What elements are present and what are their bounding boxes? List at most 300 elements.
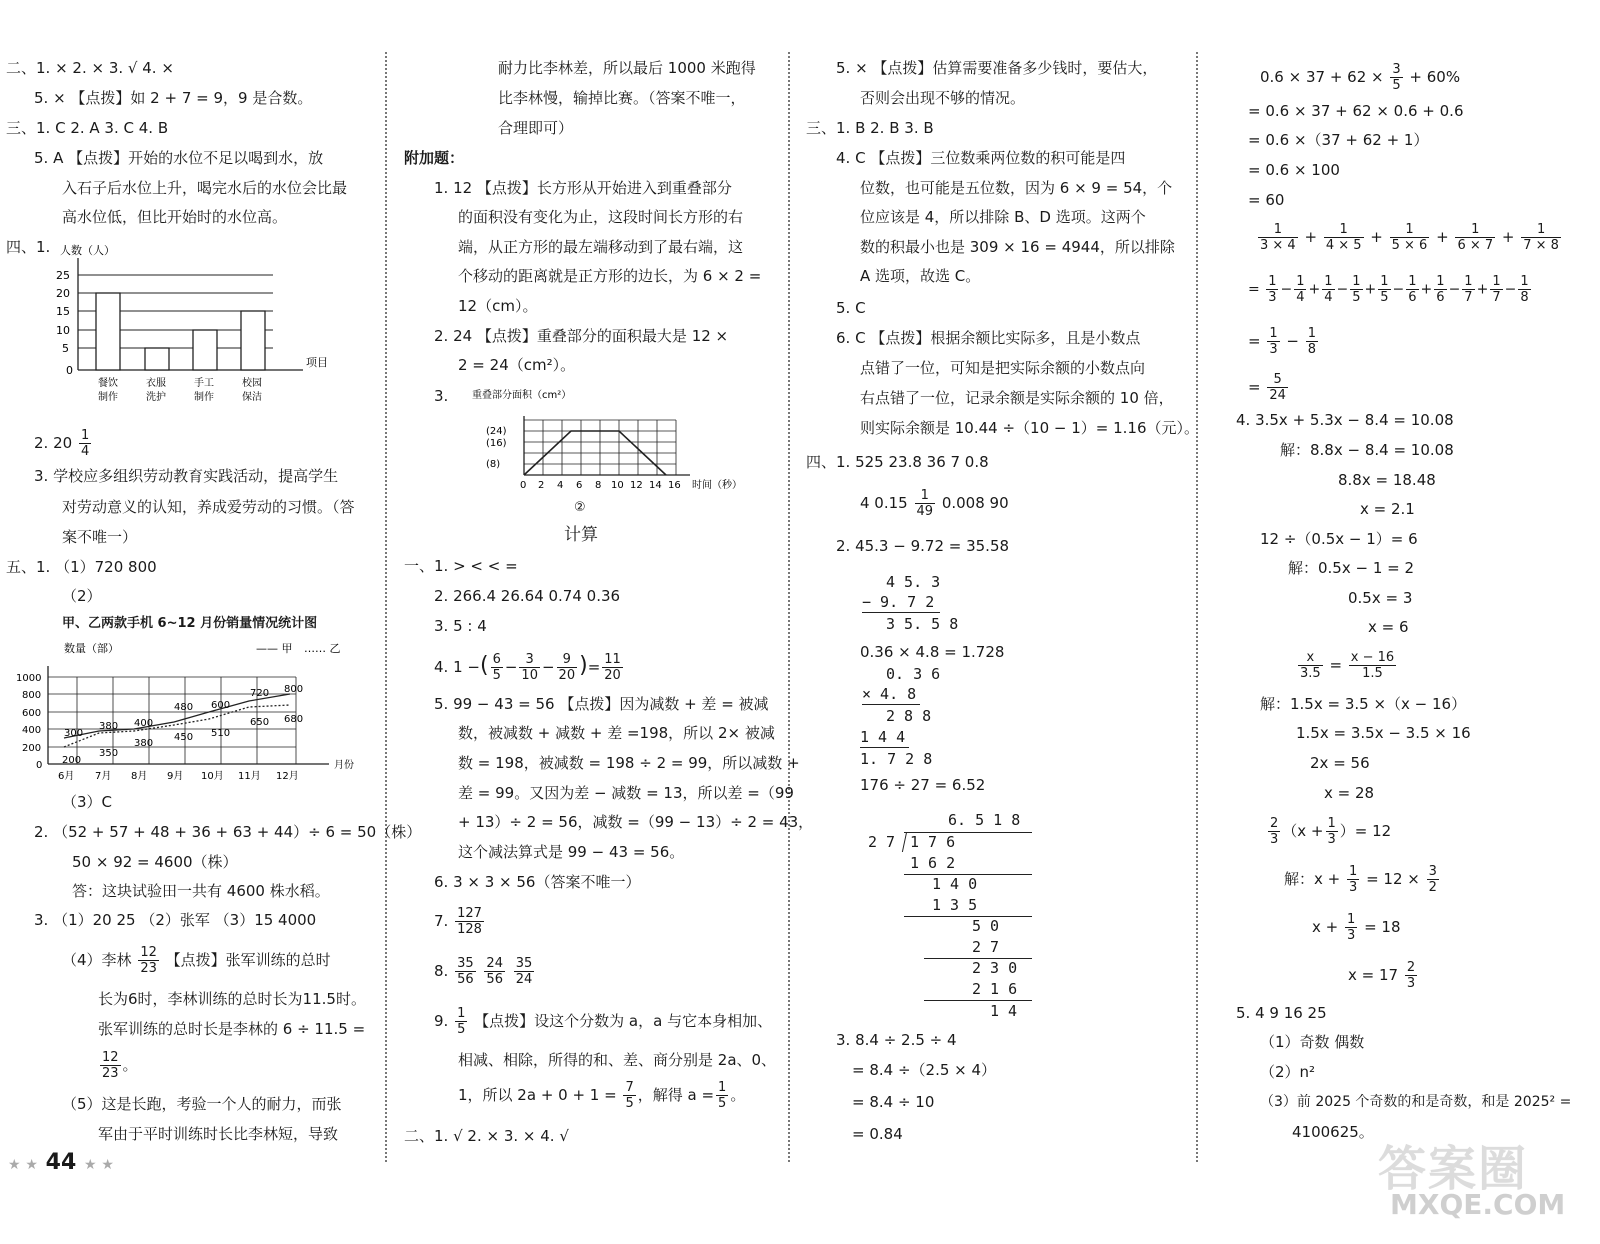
y-tick: 20 <box>56 287 70 300</box>
numerator: 1 <box>1324 274 1333 289</box>
denominator: 56 <box>457 972 474 987</box>
answer-text: x = 17 <box>1348 966 1399 984</box>
vertical-calc-row: 4 5. 3 <box>886 573 941 591</box>
point-label-b: 350 <box>99 748 119 759</box>
point-label-b: 450 <box>174 732 194 743</box>
y-tick: 15 <box>56 305 70 318</box>
y-tick: 0 <box>36 760 43 771</box>
answer-text: = 12 × <box>1366 870 1420 888</box>
star-icon: ★ ★ <box>83 1157 114 1173</box>
denominator: 24 <box>515 972 533 987</box>
category-label: 衣服 <box>146 378 166 389</box>
column-1 <box>0 0 422 1170</box>
answer-line: = 60 <box>1248 191 1285 209</box>
answer-line: 4. 3.5x + 5.3x − 8.4 = 10.08 <box>1236 411 1454 429</box>
denominator: 2 <box>1428 880 1437 895</box>
fraction <box>455 906 484 937</box>
star-icon: ★ ★ <box>8 1157 38 1173</box>
denominator: 4 <box>1296 290 1305 305</box>
y-tick: 200 <box>22 743 42 754</box>
column-3 <box>800 0 1200 1170</box>
x-tick: 6月 <box>58 771 75 782</box>
category-label: 制作 <box>98 392 118 403</box>
x-tick: 8月 <box>131 771 148 782</box>
numerator: 1 <box>1492 274 1501 289</box>
chart-y-label: 数量（部） <box>64 642 119 655</box>
x-tick: 4 <box>557 480 564 491</box>
numerator: 3 <box>1392 62 1401 77</box>
category-label: 手工 <box>194 378 214 389</box>
numerator: 3 <box>519 652 540 668</box>
vertical-calc-row: − 9. 7 2 <box>862 592 940 613</box>
bar <box>96 293 120 370</box>
answer-text: 4 0.15 <box>860 494 908 512</box>
answer-line: = 0.6 ×（37 + 62 + 1） <box>1248 131 1429 149</box>
vertical-calc-row: × 4. 8 <box>862 684 920 705</box>
answer-line: 5. × 【点拨】如 2 + 7 = 9，9 是合数。 <box>34 89 313 107</box>
fraction <box>1326 816 1338 847</box>
division-dividend: 1 7 6 <box>910 833 956 851</box>
fraction <box>1345 912 1357 943</box>
denominator: 5 <box>457 1022 466 1037</box>
answer-line: 耐力比李林差，所以最后 1000 米跑得 <box>498 59 756 77</box>
answer-text: 8. <box>434 962 449 980</box>
denominator: 3 <box>1347 928 1356 943</box>
answer-line: 五、1. （1）720 800 <box>6 558 157 576</box>
answer-line: 3. 5 : 4 <box>434 617 487 635</box>
answer-line: 一、1. > < < = <box>404 557 518 575</box>
denominator: 24 <box>1269 388 1286 403</box>
numerator: 1 <box>1327 816 1336 831</box>
answer-line: 右点错了一位，记录余额是实际余额的 10 倍， <box>860 389 1174 407</box>
denominator: 3 <box>1268 290 1277 305</box>
answer-line: 则实际余额是 10.44 ÷（10 − 1）= 1.16（元）。 <box>860 419 1200 437</box>
denominator: 5 × 6 <box>1391 238 1428 253</box>
fraction <box>1306 326 1318 357</box>
answer-line: 点错了一位，可知是把实际余额的小数点向 <box>860 359 1146 377</box>
division-row: 2 7 <box>972 938 1000 956</box>
division-divisor: 2 7 <box>868 833 896 851</box>
point-label-a: 800 <box>284 684 304 695</box>
fraction <box>623 1080 635 1111</box>
denominator: 3.5 <box>1300 666 1321 681</box>
answer-line <box>860 488 1009 519</box>
answer-line: 合理即可） <box>498 119 574 137</box>
answer-line: 1.5x = 3.5x − 3.5 × 16 <box>1296 724 1471 742</box>
bar <box>145 348 169 370</box>
y-tick: (24) <box>486 426 507 437</box>
division-row: 5 0 <box>972 917 1000 935</box>
answer-line: 2. 24 【点拨】重叠部分的面积最大是 12 × <box>434 327 729 345</box>
numerator: 35 <box>457 956 474 971</box>
denominator: 5 <box>718 1096 727 1111</box>
section-heading: 附加题： <box>404 149 465 167</box>
y-tick: 25 <box>56 269 70 282</box>
answer-line: 数的积最小也是 309 × 16 = 4944，所以排除 <box>860 238 1175 256</box>
category-label: 洗护 <box>146 392 166 403</box>
answer-line: （2）n² <box>1260 1063 1316 1081</box>
numerator: 1 <box>1408 274 1417 289</box>
denominator: 8 <box>1307 342 1317 357</box>
fraction <box>1518 274 1530 305</box>
answer-line <box>434 956 536 987</box>
answer-text: 【点拨】设这个分数为 a，a 与它本身相加、 <box>474 1012 773 1030</box>
denominator: 5 <box>1392 78 1401 93</box>
y-tick: (8) <box>486 459 501 470</box>
numerator: 1 <box>1380 274 1389 289</box>
answer-text: 。 <box>730 1086 746 1104</box>
denominator: 3 <box>1406 976 1416 991</box>
x-tick: 10 <box>611 480 624 491</box>
answer-line: 12 ÷（0.5x − 1）= 6 <box>1260 530 1418 548</box>
x-tick: 11月 <box>238 771 261 782</box>
fraction <box>1390 222 1430 253</box>
fraction <box>1434 274 1446 305</box>
numerator: 1 <box>1347 912 1356 927</box>
fraction <box>455 956 476 987</box>
answer-line: （5）这是长跑，考验一个人的耐力，而张 <box>62 1095 342 1113</box>
fraction <box>1378 274 1390 305</box>
chart-title: 甲、乙两款手机 6~12 月份销量情况统计图 <box>62 616 318 631</box>
denominator: 3 <box>1270 832 1279 847</box>
numerator: 1 <box>1258 222 1298 238</box>
answer-line: 答：这块试验田一共有 4600 株水稻。 <box>72 882 330 900</box>
answer-line: 否则会出现不够的情况。 <box>860 89 1026 107</box>
chart-y-label: 重叠部分面积（cm²） <box>472 390 572 401</box>
answer-line: 3. <box>434 387 449 405</box>
overlap-area-chart <box>472 386 752 498</box>
fraction <box>484 956 505 987</box>
fraction <box>1462 274 1474 305</box>
answer-text: 4. 1 − <box>434 658 480 676</box>
numerator: 1 <box>718 1080 727 1095</box>
y-tick: 10 <box>56 324 70 337</box>
fraction <box>602 652 623 683</box>
answer-line: 案不唯一） <box>62 528 138 546</box>
denominator: 10 <box>521 668 538 683</box>
numerator: 1 <box>1455 222 1495 238</box>
denominator: 6 × 7 <box>1457 238 1494 253</box>
answer-line <box>1348 960 1419 991</box>
fraction <box>557 652 578 683</box>
denominator: 3 × 4 <box>1260 238 1296 253</box>
fraction <box>514 956 535 987</box>
fraction <box>1427 864 1439 895</box>
x-tick: 14 <box>649 480 662 491</box>
fraction <box>79 428 91 459</box>
division-row: 2 3 0 <box>972 959 1018 977</box>
denominator: 7 <box>1464 290 1473 305</box>
numerator: 1 <box>1324 222 1364 238</box>
answer-line: 5. C <box>836 299 866 317</box>
answer-line: 三、1. C 2. A 3. C 4. B <box>6 119 169 137</box>
fraction <box>1455 222 1495 253</box>
point-label-a: 300 <box>64 728 84 739</box>
answer-line: = 0.6 × 100 <box>1248 161 1340 179</box>
answer-line: = 8.4 ÷（2.5 × 4） <box>852 1061 997 1079</box>
division-row: 2 1 6 <box>972 980 1018 998</box>
answer-line: 3. 学校应多组织劳动教育实践活动，提高学生 <box>34 467 339 485</box>
answer-text: 1，所以 2a + 0 + 1 = <box>458 1086 617 1104</box>
fraction <box>491 652 503 683</box>
numerator: 1 <box>1349 864 1358 879</box>
bar-chart-activity <box>48 240 348 415</box>
fraction-diff-line: = $\frac{1}{3}$ − $\frac{1}{4}$ + $\frac{1}{4}$ − $\frac{1}{5}$ + $\frac{1}{5}$ − $\frac{1}{6}$ + $\frac{1}{6}$ − $\frac{1}{7}$ + $\frac{1}{7}$ − $\frac{1}{8}$ <box>1248 274 1529 305</box>
answer-line: 端，从正方形的最左端移动到了最右端，这 <box>458 238 744 256</box>
fraction <box>1349 650 1396 681</box>
point-label-a: 720 <box>250 688 270 699</box>
answer-line: 4100625。 <box>1292 1123 1374 1141</box>
fraction <box>1258 222 1298 253</box>
answer-line: 数，被减数 + 减数 + 差 =198，所以 2× 被减 <box>458 724 775 742</box>
bar <box>193 330 217 370</box>
numerator: 1 <box>1269 326 1278 341</box>
watermark-url: MXQE.COM <box>1390 1188 1566 1221</box>
numerator: 1 <box>80 428 90 443</box>
page-number <box>8 1150 114 1175</box>
answer-line: 解：8.8x − 8.4 = 10.08 <box>1280 441 1454 459</box>
answer-line <box>434 906 486 937</box>
answer-line <box>1312 912 1401 943</box>
answer-line <box>1266 816 1391 847</box>
x-tick: 8 <box>595 480 602 491</box>
denominator: 5 <box>492 668 501 683</box>
answer-line: 的面积没有变化为止，这段时间长方形的右 <box>458 208 744 226</box>
answer-line: x = 6 <box>1368 618 1409 636</box>
answer-line: 对劳动意义的认知，养成爱劳动的习惯。（答 <box>62 498 355 516</box>
numerator: x <box>1298 650 1323 666</box>
numerator: 12 <box>102 1050 119 1065</box>
answer-line: 解：0.5x − 1 = 2 <box>1288 559 1415 577</box>
answer-line: 相减、相除，所得的和、差、商分别是 2a、0、 <box>458 1051 777 1069</box>
answer-line: 长为6时，李林训练的总时长为11.5时。 <box>98 990 366 1008</box>
fraction <box>1266 274 1278 305</box>
answer-line: 6. C 【点拨】根据余额比实际多，且是小数点 <box>836 329 1141 347</box>
answer-line: 5. 99 − 43 = 56 【点拨】因为减数 + 差 = 被减 <box>434 695 769 713</box>
answer-text: ）= 12 <box>1339 822 1392 840</box>
x-tick: 16 <box>668 480 681 491</box>
numerator: 1 <box>1520 274 1529 289</box>
column-divider <box>1196 52 1198 1162</box>
fraction-sum-line: $\frac{1}{3 \times 4}$ + $\frac{1}{4 \times 5}$ + $\frac{1}{5 \times 6}$ + $\frac{1}{6 \times 7}$ + $\frac{1}{7 \times 8}$ <box>1260 222 1559 253</box>
answer-line <box>458 1080 745 1111</box>
fraction <box>1521 222 1561 253</box>
fraction <box>1298 650 1323 681</box>
point-label-b: 200 <box>62 755 82 766</box>
point-label-b: 650 <box>250 717 270 728</box>
fraction <box>1294 274 1306 305</box>
answer-line: 176 ÷ 27 = 6.52 <box>860 776 986 794</box>
answer-line: 个移动的距离就是正方形的边长，为 6 × 2 = <box>458 267 762 285</box>
answer-line: = 8.4 ÷ 10 <box>852 1093 935 1111</box>
fraction <box>100 1050 121 1081</box>
answer-text: 9. <box>434 1012 449 1030</box>
numerator: 127 <box>457 906 482 921</box>
answer-line: 2 = 24（cm²）。 <box>458 356 576 374</box>
fraction <box>1267 326 1279 357</box>
y-tick: 600 <box>22 708 42 719</box>
denominator: 6 <box>1408 290 1417 305</box>
answer-text: 0.008 90 <box>941 494 1009 512</box>
numerator: 1 <box>1521 222 1561 238</box>
answer-line: 2. 45.3 − 9.72 = 35.58 <box>836 537 1010 555</box>
category-label: 校园 <box>242 378 262 389</box>
point-label-a: 400 <box>134 718 154 729</box>
answer-text: 【点拨】张军训练的总时 <box>165 951 331 969</box>
division-quotient: 6. 5 1 8 <box>948 811 1021 829</box>
fraction <box>1406 274 1418 305</box>
denominator: 5 <box>625 1096 634 1111</box>
answer-line: 2. （52 + 57 + 48 + 36 + 63 + 44）÷ 6 = 50（株） <box>34 823 422 841</box>
answer-text: 0.6 × 37 + 62 × <box>1260 68 1384 86</box>
x-tick: 0 <box>520 480 527 491</box>
answer-line: 0.36 × 4.8 = 1.728 <box>860 643 1005 661</box>
answer-line: （3）前 2025 个奇数的和是奇数，和是 2025² = <box>1260 1094 1572 1110</box>
answer-text: = 18 <box>1364 918 1401 936</box>
vertical-calc-row: 1. 7 2 8 <box>860 750 933 768</box>
answer-line: + 13）÷ 2 = 56，减数 =（99 − 13）÷ 2 = 43， <box>458 813 814 831</box>
numerator: 1 <box>1307 326 1317 341</box>
y-tick: 800 <box>22 690 42 701</box>
answer-line: 入石子后水位上升，喝完水后的水位会比最 <box>62 179 348 197</box>
answer-line: 解：1.5x = 3.5 ×（x − 16） <box>1260 695 1467 713</box>
vertical-calc-row: 1 4 4 <box>860 727 909 748</box>
answer-line <box>62 945 331 976</box>
answer-line: A 选项，故选 C。 <box>860 267 981 285</box>
chart-y-label: 人数（人） <box>60 244 115 257</box>
answer-text: （x + <box>1282 822 1324 840</box>
point-label-b: 680 <box>284 714 304 725</box>
category-label: 保洁 <box>242 392 262 403</box>
x-tick: 10月 <box>201 771 224 782</box>
fraction <box>1268 816 1280 847</box>
answer-line: 这个减法算式是 99 − 43 = 56。 <box>458 843 685 861</box>
answer-line: 3. （1）20 25 （2）张军 （3）15 4000 <box>34 911 317 929</box>
denominator: 1.5 <box>1362 666 1383 681</box>
answer-line: 数 = 198，被减数 = 198 ÷ 2 = 99，所以减数 + <box>458 754 800 772</box>
x-tick: 7月 <box>95 771 112 782</box>
numerator: 1 <box>457 1006 466 1021</box>
numerator: 11 <box>604 652 621 667</box>
answer-line: 位数，也可能是五位数，因为 6 × 9 = 54，个 <box>860 179 1173 197</box>
category-label: 制作 <box>194 392 214 403</box>
division-rule <box>904 916 1032 917</box>
legend-b: …… 乙 <box>304 642 341 655</box>
answer-line: （3）C <box>62 793 113 811</box>
bar <box>241 311 265 370</box>
answer-line: x = 28 <box>1324 784 1375 802</box>
fraction <box>1267 372 1288 403</box>
fraction <box>1350 274 1362 305</box>
answer-line: = 0.6 × 37 + 62 × 0.6 + 0.6 <box>1248 102 1464 120</box>
figure-marker: ② <box>574 500 586 515</box>
answer-line: 1. 12 【点拨】长方形从开始进入到重叠部分 <box>434 179 732 197</box>
denominator: 56 <box>486 972 503 987</box>
numerator: 24 <box>486 956 503 971</box>
answer-line: = $\frac{1}{3}$ − $\frac{1}{8}$ <box>1248 326 1317 357</box>
line-chart-phone-sales <box>4 636 374 786</box>
vertical-calc-row: 3 5. 5 8 <box>886 615 959 633</box>
answer-line: 比李林慢，输掉比赛。（答案不唯一， <box>498 89 746 107</box>
division-row: 1 4 <box>990 1002 1018 1020</box>
answer-line: 2. 266.4 26.64 0.74 0.36 <box>434 587 621 605</box>
point-label-a: 480 <box>174 702 194 713</box>
fraction <box>1322 274 1334 305</box>
fraction <box>138 945 159 976</box>
denominator: 8 <box>1520 290 1529 305</box>
answer-line: 5. A 【点拨】开始的水位不足以喝到水，放 <box>34 149 324 167</box>
answer-line: x = 2.1 <box>1360 500 1415 518</box>
answer-line: 二、1. × 2. × 3. √ 4. × <box>6 59 174 77</box>
fraction <box>1390 62 1402 93</box>
answer-text: 7. <box>434 912 449 930</box>
fraction <box>1490 274 1502 305</box>
answer-line: 张军训练的总时长是李林的 6 ÷ 11.5 = <box>98 1020 366 1038</box>
answer-line: 0.5x = 3 <box>1348 589 1413 607</box>
answer-text: 解：x + <box>1284 870 1341 888</box>
numerator: 3 <box>1428 864 1437 879</box>
division-bracket <box>902 832 907 852</box>
answer-line: 6. 3 × 3 × 56（答案不唯一） <box>434 873 641 891</box>
denominator: 4 × 5 <box>1325 238 1362 253</box>
answer-text: + 60% <box>1409 68 1461 86</box>
fraction <box>1347 864 1359 895</box>
x-tick: 9月 <box>167 771 184 782</box>
y-tick: 400 <box>22 725 42 736</box>
denominator: 23 <box>102 1066 119 1081</box>
answer-line: 8.8x = 18.48 <box>1338 471 1436 489</box>
answer-line: 位应该是 4，所以排除 B、D 选项。这两个 <box>860 208 1146 226</box>
answer-line <box>1284 864 1441 895</box>
vertical-calc-row: 0. 3 6 <box>886 665 941 683</box>
answer-line: 5. × 【点拨】估算需要准备多少钱时，要估大， <box>836 59 1158 77</box>
point-label-a: 600 <box>211 700 231 711</box>
column-divider <box>788 52 790 1162</box>
x-tick: 2 <box>538 480 545 491</box>
x-tick: 6 <box>576 480 583 491</box>
numerator: 6 <box>492 652 501 667</box>
watermark-logo-text: 答案圈 <box>1378 1141 1529 1197</box>
numerator: 12 <box>140 945 157 960</box>
legend-a: —— 甲 <box>256 642 293 655</box>
division-row: 1 6 2 <box>910 854 956 872</box>
answer-line: （2） <box>62 587 102 605</box>
x-axis-label: 项目 <box>306 356 328 369</box>
answer-text: x + <box>1312 918 1339 936</box>
answer-text: （4）李林 <box>62 951 132 969</box>
division-row: 1 3 5 <box>932 896 978 914</box>
answer-line: = 0.84 <box>852 1125 903 1143</box>
answer-line <box>98 1050 138 1081</box>
y-tick: (16) <box>486 438 507 449</box>
answer-line: 四、1. 525 23.8 36 7 0.8 <box>806 453 989 471</box>
numerator: 35 <box>515 956 533 971</box>
column-4 <box>1208 0 1600 1170</box>
division-row: 1 4 0 <box>932 875 978 893</box>
denominator: 128 <box>457 922 482 937</box>
answer-line: 2x = 56 <box>1310 754 1370 772</box>
numerator: 9 <box>557 652 578 668</box>
x-axis-label: 时间（秒） <box>692 480 742 491</box>
numerator: x − 16 <box>1350 650 1395 665</box>
page-number-text: 44 <box>45 1150 77 1175</box>
denominator: 3 <box>1269 342 1278 357</box>
answer-line <box>434 1006 772 1037</box>
answer-line: $\frac{x}{3.5}$ = $\frac{x - 16}{1.5}$ <box>1300 650 1395 681</box>
numerator: 2 <box>1270 816 1279 831</box>
denominator: 3 <box>1327 832 1336 847</box>
denominator: 20 <box>558 668 576 683</box>
